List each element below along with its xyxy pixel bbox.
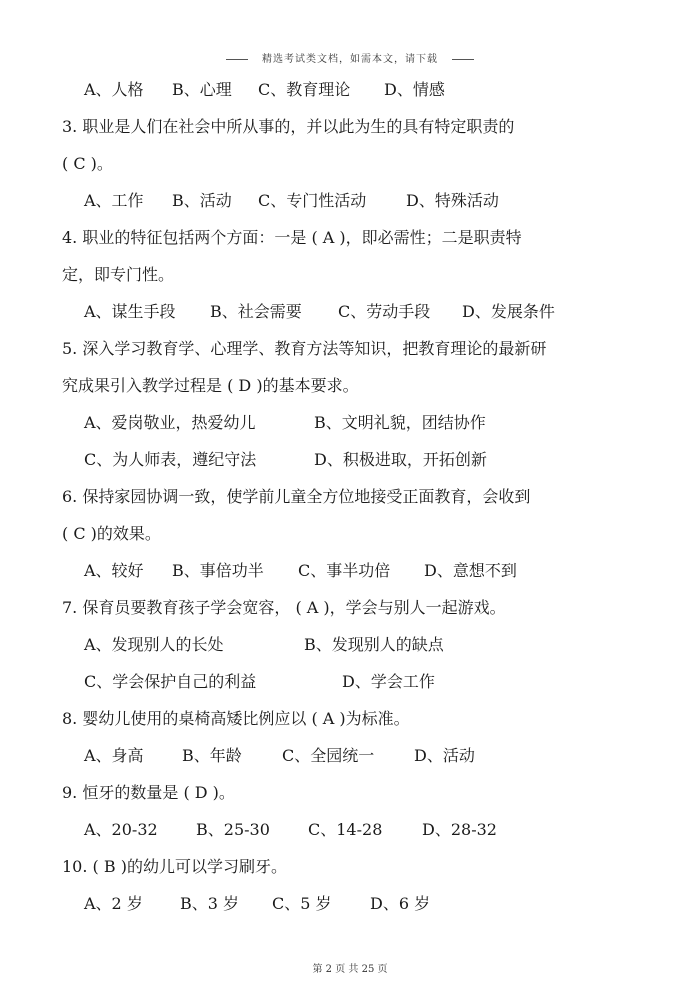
q5-stem-line1: 5. 深入学习教育学、心理学、教育方法等知识，把教育理论的最新研 bbox=[62, 339, 547, 358]
q9-option-d: D、28-32 bbox=[422, 820, 497, 839]
q7-option-d: D、学会工作 bbox=[342, 672, 435, 691]
q8-option-d: D、活动 bbox=[414, 746, 475, 765]
q5-option-d: D、积极进取，开拓创新 bbox=[314, 450, 487, 469]
q6-option-b: B、事倍功半 bbox=[172, 561, 264, 580]
q9-option-c: C、14-28 bbox=[308, 820, 383, 839]
q10-stem-line1: 10. ( B )的幼儿可以学习刷牙。 bbox=[62, 857, 287, 876]
q8-option-c: C、全园统一 bbox=[282, 746, 375, 765]
q7-option-c: C、学会保护自己的利益 bbox=[84, 672, 257, 691]
q4-option-a: A、谋生手段 bbox=[84, 302, 176, 321]
q3-stem-line2: ( C )。 bbox=[62, 154, 113, 173]
q8-stem-line1: 8. 婴幼儿使用的桌椅高矮比例应以 ( A )为标准。 bbox=[62, 709, 410, 728]
q5-option-a: A、爱岗敬业，热爱幼儿 bbox=[84, 413, 256, 432]
page-footer: 第 2 页 共 25 页 bbox=[312, 964, 388, 975]
q9-option-a: A、20-32 bbox=[84, 820, 158, 839]
q8-option-a: A、身高 bbox=[84, 746, 144, 765]
page-header bbox=[0, 50, 700, 65]
q3-option-d: D、特殊活动 bbox=[406, 191, 499, 210]
header-text: 精选考试类文档，如需本文，请下载 bbox=[262, 54, 438, 65]
q7-option-a: A、发现别人的长处 bbox=[84, 635, 224, 654]
q6-option-c: C、事半功倍 bbox=[298, 561, 391, 580]
q3-stem-line1: 3. 职业是人们在社会中所从事的，并以此为生的具有特定职责的 bbox=[62, 117, 515, 136]
q10-option-d: D、6 岁 bbox=[370, 894, 431, 913]
q4-option-d: D、发展条件 bbox=[462, 302, 555, 321]
q6-stem-line2: ( C )的效果。 bbox=[62, 524, 161, 543]
q10-option-a: A、2 岁 bbox=[84, 894, 143, 913]
q4-stem-line1: 4. 职业的特征包括两个方面：一是 ( A )，即必需性；二是职责特 bbox=[62, 228, 522, 247]
q3-option-c: C、专门性活动 bbox=[258, 191, 367, 210]
q5-stem-line2: 究成果引入教学过程是 ( D )的基本要求。 bbox=[62, 376, 359, 395]
q3-option-b: B、活动 bbox=[172, 191, 232, 210]
q5-option-b: B、文明礼貌，团结协作 bbox=[314, 413, 486, 432]
q3-option-a: A、工作 bbox=[84, 191, 144, 210]
q2-option-b: B、心理 bbox=[172, 80, 232, 99]
q6-option-a: A、较好 bbox=[84, 561, 144, 580]
q5-option-c: C、为人师表，遵纪守法 bbox=[84, 450, 257, 469]
q9-option-b: B、25-30 bbox=[196, 820, 270, 839]
header-dash-right bbox=[452, 59, 474, 60]
q2-option-a: A、人格 bbox=[84, 80, 144, 99]
q4-option-b: B、社会需要 bbox=[210, 302, 302, 321]
q8-option-b: B、年龄 bbox=[182, 746, 242, 765]
header-dash-left bbox=[226, 59, 248, 60]
q7-stem-line1: 7. 保育员要教育孩子学会宽容， ( A )，学会与别人一起游戏。 bbox=[62, 598, 506, 617]
q7-option-b: B、发现别人的缺点 bbox=[304, 635, 444, 654]
q4-stem-line2: 定，即专门性。 bbox=[62, 265, 175, 284]
q2-option-c: C、教育理论 bbox=[258, 80, 351, 99]
q4-option-c: C、劳动手段 bbox=[338, 302, 431, 321]
q10-option-b: B、3 岁 bbox=[180, 894, 240, 913]
q9-stem-line1: 9. 恒牙的数量是 ( D )。 bbox=[62, 783, 235, 802]
q6-option-d: D、意想不到 bbox=[424, 561, 517, 580]
q6-stem-line1: 6. 保持家园协调一致，使学前儿童全方位地接受正面教育，会收到 bbox=[62, 487, 531, 506]
q2-option-d: D、情感 bbox=[384, 80, 445, 99]
q10-option-c: C、5 岁 bbox=[272, 894, 332, 913]
